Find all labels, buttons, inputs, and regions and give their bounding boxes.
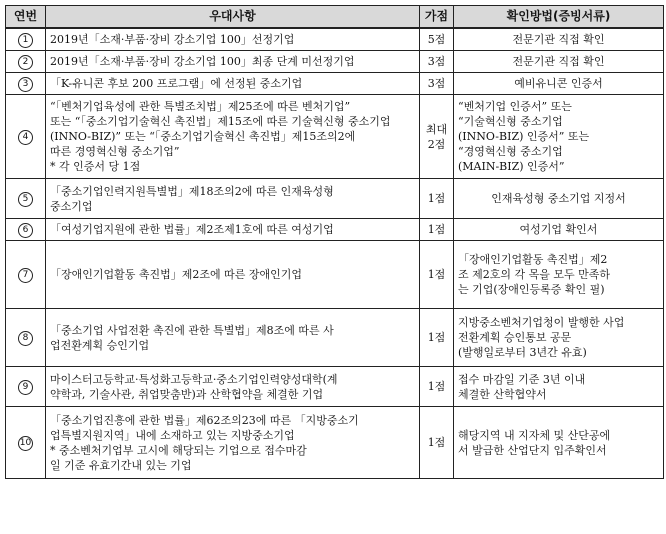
preference-cell (46, 241, 420, 309)
verification-line: 접수 마감일 기준 3년 이내 (458, 372, 586, 386)
circled-number: 9 (18, 380, 33, 395)
points-line: 5점 (427, 33, 446, 46)
preference-line: * 각 인증서 당 1점 (50, 160, 141, 173)
table-row (6, 241, 664, 309)
points-line: 1점 (427, 380, 446, 393)
row-number (6, 367, 46, 407)
row-number (6, 407, 46, 479)
preference-line: 업특별지원지역」내에 소재하고 있는 지방중소기업 (50, 428, 295, 442)
points-cell (420, 51, 454, 73)
verification-line: “벤처기업 인증서” 또는 (458, 100, 572, 113)
verification-cell (454, 95, 664, 179)
preference-line: 「장애인기업활동 촉진법」제2조에 따른 장애인기업 (50, 268, 303, 281)
preference-line: 2019년「소재·부품·장비 강소기업 100」최종 단계 미선정기업 (50, 55, 355, 68)
verification-cell (454, 51, 664, 73)
verification-line: 지방중소벤처기업청이 발행한 사업 (458, 316, 625, 329)
table-header (6, 6, 664, 29)
points-cell (420, 28, 454, 51)
circled-number: 8 (18, 331, 33, 346)
circled-number: 2 (18, 55, 33, 70)
table-body (6, 28, 664, 479)
preference-line: “「벤처기업육성에 관한 특별조치법」제25조에 따른 벤처기업” (50, 100, 351, 113)
row-number (6, 309, 46, 367)
preference-cell (46, 95, 420, 179)
circled-number: 6 (18, 223, 33, 238)
points-line: 1점 (427, 223, 446, 236)
preference-table (5, 5, 664, 479)
preference-cell (46, 367, 420, 407)
table-row (6, 179, 664, 219)
preference-line: 「여성기업지원에 관한 법률」제2조제1호에 따른 여성기업 (50, 223, 334, 236)
points-line: 1점 (427, 268, 446, 281)
table-row (6, 407, 664, 479)
preference-line: 약학과, 기술사관, 취업맞춤반)과 산학협약을 체결한 기업 (50, 387, 324, 401)
verification-line: 조 제2호의 각 목을 모두 만족하 (458, 268, 610, 281)
table-row (6, 28, 664, 51)
points-line: 최대 (425, 122, 448, 136)
verification-cell (454, 73, 664, 95)
preference-line: 따른 경영혁신형 중소기업” (50, 145, 180, 158)
preference-cell (46, 179, 420, 219)
verification-cell (454, 219, 664, 241)
verification-line: 「장애인기업활동 촉진법」제2 (458, 253, 608, 266)
verification-line: 인재육성형 중소기업 지정서 (491, 192, 626, 205)
preference-cell (46, 407, 420, 479)
verification-cell (454, 241, 664, 309)
header-no: 연번 (6, 6, 46, 29)
points-line: 2점 (427, 137, 446, 151)
circled-number: 4 (18, 130, 33, 145)
points-line: 3점 (427, 77, 446, 90)
table-row (6, 367, 664, 407)
verification-line: 전환계획 승인통보 공문 (458, 331, 572, 344)
verification-cell (454, 28, 664, 51)
table-row (6, 51, 664, 73)
verification-line: (MAIN-BIZ) 인증서” (458, 160, 565, 173)
circled-number: 7 (18, 268, 33, 283)
table-row (6, 219, 664, 241)
points-cell (420, 241, 454, 309)
circled-number: 1 (18, 33, 33, 48)
row-number (6, 179, 46, 219)
preference-cell (46, 309, 420, 367)
row-number (6, 73, 46, 95)
row-number (6, 51, 46, 73)
circled-number: 5 (18, 192, 33, 207)
preference-cell (46, 51, 420, 73)
preference-line: 업전환계획 승인기업 (50, 338, 150, 352)
circled-number: 10 (18, 436, 33, 451)
verification-line: (INNO-BIZ) 인증서” 또는 (458, 130, 590, 143)
verification-cell (454, 407, 664, 479)
preference-line: 2019년「소재·부품·장비 강소기업 100」선정기업 (50, 33, 295, 46)
points-cell (420, 73, 454, 95)
verification-line: “경영혁신형 중소기업 (458, 145, 563, 158)
points-cell (420, 309, 454, 367)
header-preference: 우대사항 (46, 6, 420, 29)
row-number (6, 241, 46, 309)
verification-line: “기술혁신형 중소기업 (458, 115, 563, 128)
verification-line: 전문기관 직접 확인 (512, 33, 605, 46)
preference-cell (46, 28, 420, 51)
preference-cell (46, 219, 420, 241)
preference-line: 마이스터고등학교·특성화고등학교·중소기업인력양성대학(계 (50, 372, 338, 386)
verification-line: 는 기업(장애인등록증 확인 필) (458, 283, 605, 296)
verification-line: 예비유니콘 인증서 (514, 77, 603, 90)
verification-cell (454, 367, 664, 407)
verification-cell (454, 309, 664, 367)
points-cell (420, 95, 454, 179)
preference-line: 일 기준 유효기간내 있는 기업 (50, 458, 192, 472)
points-line: 1점 (427, 192, 446, 205)
points-line: 1점 (427, 331, 446, 344)
circled-number: 3 (18, 77, 33, 92)
points-cell (420, 179, 454, 219)
verification-line: 해당지역 내 지자체 및 산단공에 (458, 428, 611, 442)
verification-cell (454, 179, 664, 219)
verification-line: 서 발급한 산업단지 입주확인서 (458, 443, 607, 457)
verification-line: 체결한 산학협약서 (458, 387, 547, 401)
points-cell (420, 407, 454, 479)
row-number (6, 95, 46, 179)
preference-line: (INNO-BIZ)” 또는 “「중소기업기술혁신 촉진법」제15조의2에 (50, 130, 356, 143)
points-line: 1점 (427, 436, 446, 449)
preference-line: 「중소기업 사업전환 촉진에 관한 특별법」제8조에 따른 사 (50, 323, 334, 337)
points-cell (420, 367, 454, 407)
row-number (6, 28, 46, 51)
row-number (6, 219, 46, 241)
points-line: 3점 (427, 55, 446, 68)
verification-line: 전문기관 직접 확인 (512, 55, 605, 68)
preference-line: 또는 “「중소기업기술혁신 촉진법」제15조에 따른 기술혁신형 중소기업 (50, 115, 391, 128)
points-cell (420, 219, 454, 241)
verification-line: 여성기업 확인서 (519, 223, 598, 236)
preference-line: 「중소기업인력지원특별법」제18조의2에 따른 인재육성형 (50, 184, 334, 198)
header-row (6, 6, 664, 29)
table-row (6, 95, 664, 179)
preference-line: * 중소벤처기업부 고시에 해당되는 기업으로 접수마감 (50, 443, 307, 457)
preference-cell (46, 73, 420, 95)
header-points: 가점 (420, 6, 454, 29)
preference-line: 「K-유니콘 후보 200 프로그램」에 선정된 중소기업 (50, 77, 303, 90)
table-row (6, 309, 664, 367)
verification-line: (발행일로부터 3년간 유효) (458, 346, 587, 359)
preference-line: 「중소기업진흥에 관한 법률」제62조의23에 따른 「지방중소기 (50, 413, 359, 427)
preference-line: 중소기업 (50, 199, 93, 213)
header-verification: 확인방법(증빙서류) (454, 6, 664, 29)
table-row (6, 73, 664, 95)
